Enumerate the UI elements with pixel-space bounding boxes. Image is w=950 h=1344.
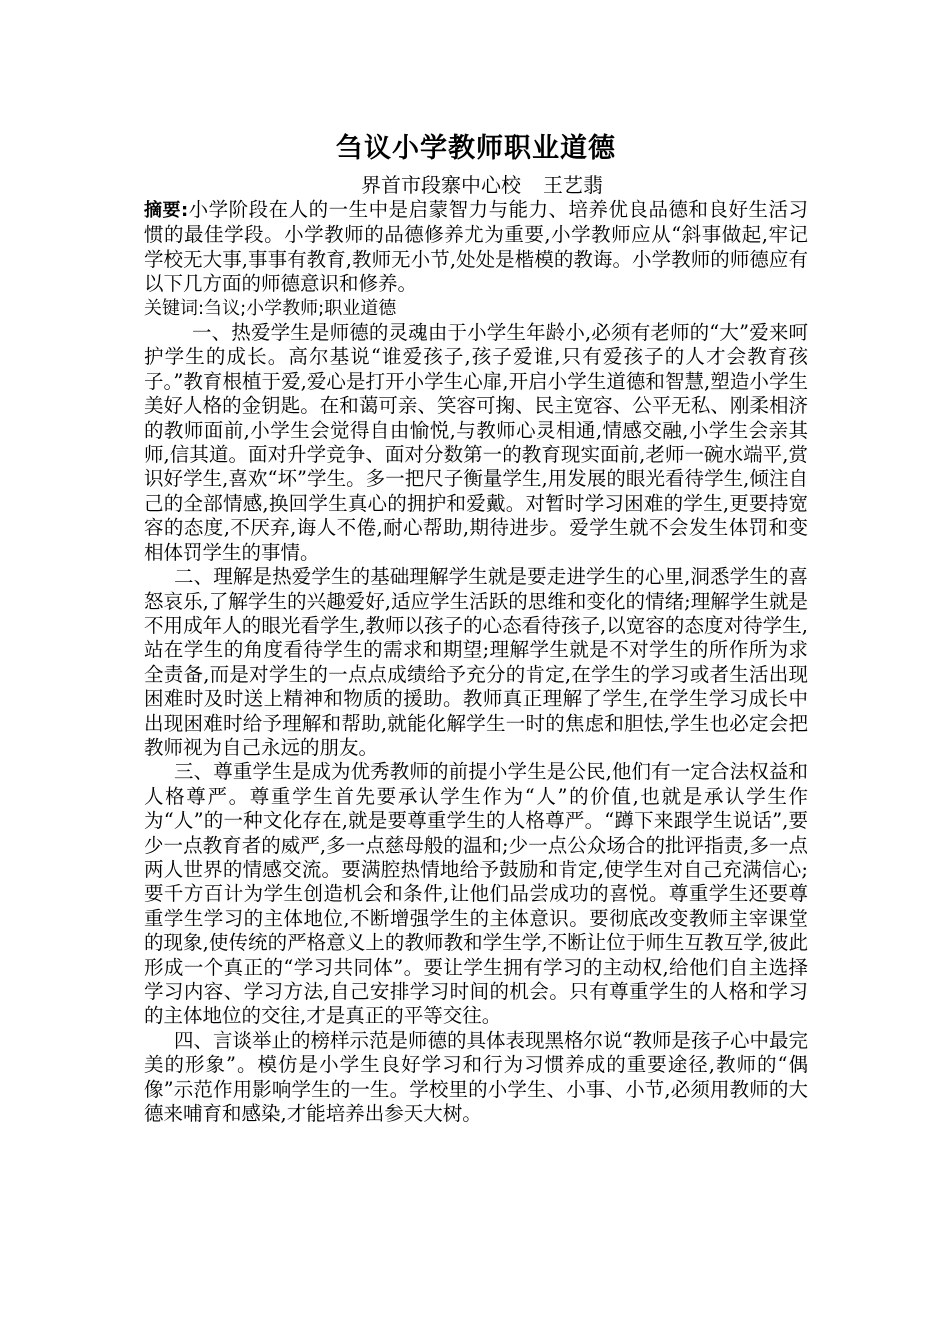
- paragraph-1: 一、热爱学生是师德的灵魂由于小学生年龄小,必须有老师的“大”爱来呵护学生的成长。高尔基说“谁爱孩子,孩子爱谁,只有爱孩子的人才会教育孩子。”教育根植于爱,爱心是打开小学生心扉,开启小学生道德和智慧,塑造小学生美好人格的金钥匙。在和蔼可亲、笑容可掬、民主宽容、公平无私、刚柔相济的教师面前,小学生会觉得自由愉悦,与教师心灵相通,情感交融,小学生会亲其师,信其道。面对升学竞争、面对分数第一的教育现实面前,老师一碗水端平,赏识好学生,喜欢“坏”学生。多一把尺子衡量学生,用发展的眼光看待学生,倾注自己的全部情感,换回学生真心的拥护和爱戴。对暂时学习困难的学生,更要持宽容的态度,不厌弃,诲人不倦,耐心帮助,期待进步。爱学生就不会发生体罚和变相体罚学生的事情。: [144, 321, 808, 564]
- byline: [144, 172, 808, 198]
- paragraph-2: 二、理解是热爱学生的基础理解学生就是要走进学生的心里,洞悉学生的喜怒哀乐,了解学生的兴趣爱好,适应学生活跃的思维和变化的情绪;理解学生就是不用成年人的眼光看学生,教师以孩子的心态看待孩子,以宽容的态度对待学生,站在学生的角度看待学生的需求和期望;理解学生就是不对学生的所作所为求全责备,而是对学生的一点点成绩给予充分的肯定,在学生的学习或者生活出现困难时及时送上精神和物质的援助。教师真正理解了学生,在学生学习成长中出现困难时给予理解和帮助,就能化解学生一时的焦虑和胆怯,学生也必定会把教师视为自己永远的朋友。: [144, 565, 808, 759]
- keywords: [144, 297, 808, 321]
- paragraph-3: 三、尊重学生是成为优秀教师的前提小学生是公民,他们有一定合法权益和人格尊严。尊重学生首先要承认学生作为“人”的价值,也就是承认学生作为“人”的一种文化存在,就是要尊重学生的人格尊严。“蹲下来跟学生说话”,要少一点教育者的威严,多一点慈母般的温和;少一点公众场合的批评指责,多一点两人世界的情感交流。要满腔热情地给予鼓励和肯定,使学生对自己充满信心;要千方百计为学生创造机会和条件,让他们品尝成功的喜悦。尊重学生还要尊重学生学习的主体地位,不断增强学生的主体意识。要彻底改变教师主宰课堂的现象,使传统的严格意义上的教师教和学生学,不断让位于师生互教互学,彼此形成一个真正的“学习共同体”。要让学生拥有学习的主动权,给他们自主选择学习内容、学习方法,自己安排学习时间的机会。只有尊重学生的人格和学习的主体地位的交往,才是真正的平等交往。: [144, 760, 808, 1028]
- document-page: [144, 128, 808, 1126]
- keywords-text: 刍议;小学教师;职业道德: [204, 297, 397, 319]
- keywords-label: 关键词:: [144, 297, 205, 319]
- document-title: 刍议小学教师职业道德: [336, 133, 616, 164]
- abstract-label: 摘要:: [144, 200, 189, 221]
- abstract-text: 小学阶段在人的一生中是启蒙智力与能力、培养优良品德和良好生活习惯的最佳学段。小学教师的品德修养尤为重要,小学教师应从“斜事做起,牢记学校无大事,事事有教育,教师无小节,处处是楷模的教诲。小学教师的师德应有以下几方面的师德意识和修养。: [144, 198, 808, 296]
- paragraph-4: 四、言谈举止的榜样示范是师德的具体表现黑格尔说“教师是孩子心中最完美的形象”。模仿是小学生良好学习和行为习惯养成的重要途径,教师的“偶像”示范作用影响学生的一生。学校里的小学生、小事、小节,必须用教师的大德来哺育和感染,才能培养出参天大树。: [144, 1028, 808, 1126]
- author-name: 王艺翡: [543, 173, 603, 197]
- school-name: 界首市段寨中心校: [361, 173, 521, 197]
- abstract: [144, 198, 808, 297]
